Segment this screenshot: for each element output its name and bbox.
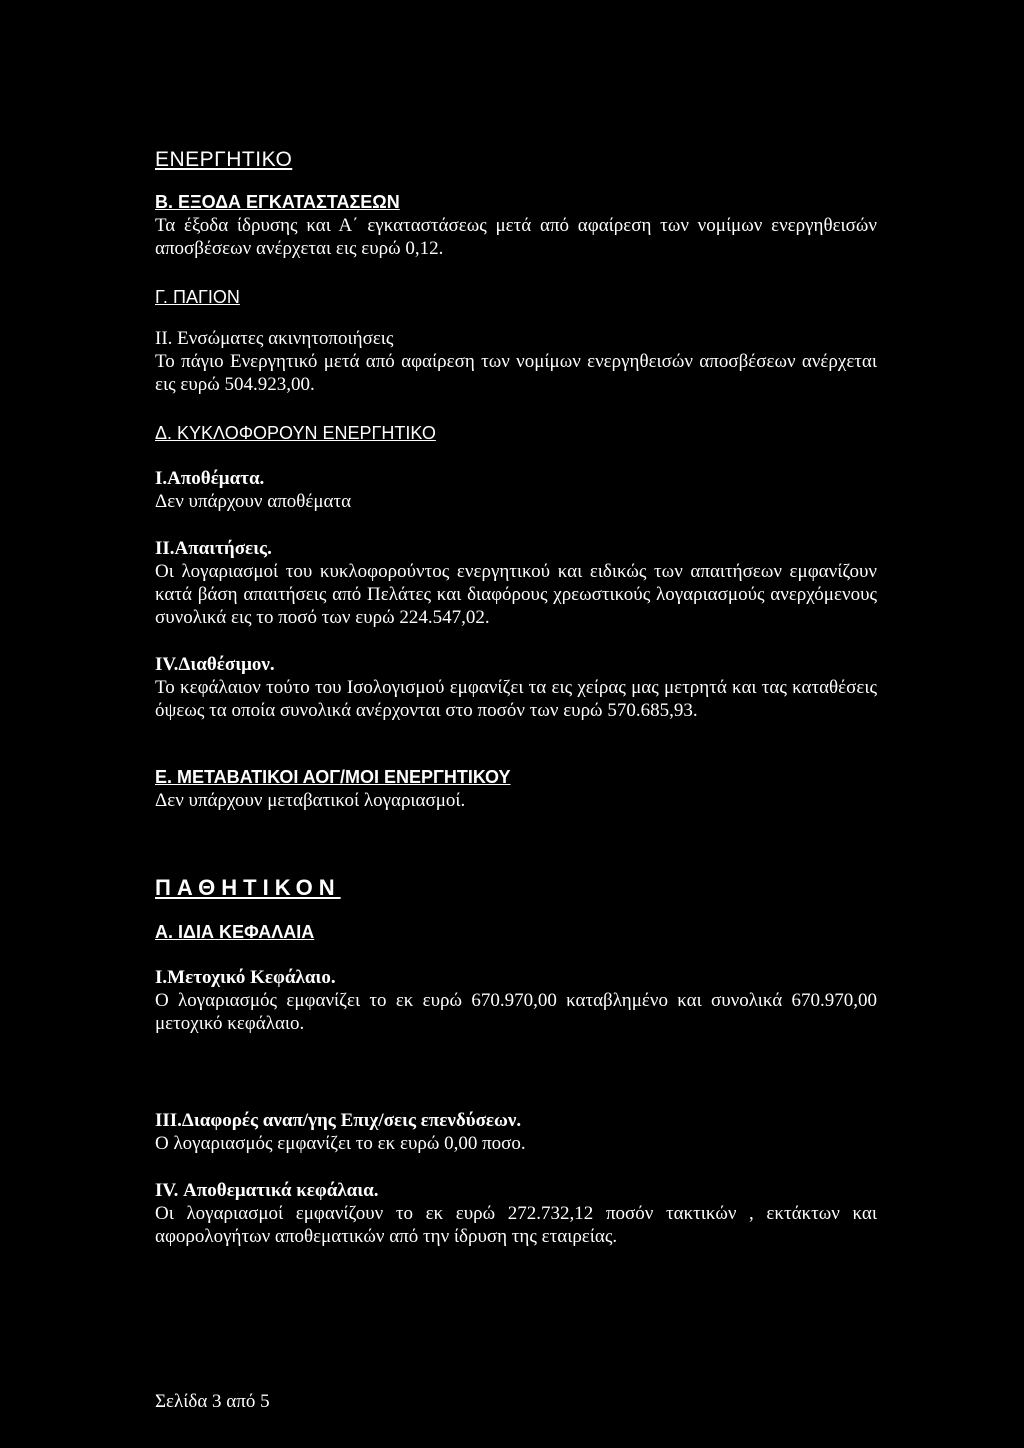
heading-a-iv: IV. Αποθεματικά κεφάλαια. <box>155 1180 379 1201</box>
heading-g: Γ. ΠΑΓΙΟΝ <box>155 287 240 307</box>
heading-e: Ε. ΜΕΤΑΒΑΤΙΚΟΙ ΑΟΓ/ΜΟΙ ΕΝΕΡΓΗΤΙΚΟΥ <box>155 767 511 787</box>
text-a-i: Ο λογαριασμός εμφανίζει το εκ ευρώ 670.970,00 καταβλημένο και συνολικά 670.970,00 μετοχικό κεφάλαιο. <box>155 990 877 1034</box>
heading-d-ii: ΙΙ.Απαιτήσεις. <box>155 538 272 559</box>
text-g: Το πάγιο Ενεργητικό μετά από αφαίρεση των νομίμων ενεργηθεισών αποσβέσεων ανέρχεται εις ευρώ 504.923,00. <box>155 351 877 395</box>
document-page <box>155 148 877 1248</box>
text-a-iii: Ο λογαριασμός εμφανίζει το εκ ευρώ 0,00 ποσο. <box>155 1133 526 1154</box>
heading-a-i: Ι.Μετοχικό Κεφάλαιο. <box>155 967 336 988</box>
heading-d-i: Ι.Αποθέματα. <box>155 468 265 489</box>
section-title-energitiko: ΕΝΕΡΓΗΤΙΚΟ <box>155 148 293 171</box>
heading-a: Α. ΙΔΙΑ ΚΕΦΑΛΑΙΑ <box>155 922 315 942</box>
subheading-g: ΙΙ. Ενσώματες ακινητοποιήσεις <box>155 328 394 349</box>
page-number: Σελίδα 3 από 5 <box>155 1391 270 1412</box>
text-b: Τα έξοδα ίδρυσης και Α΄ εγκαταστάσεως μετά από αφαίρεση των νομίμων ενεργηθεισών αποσβέσεων ανέρχεται εις ευρώ 0,12. <box>155 215 877 259</box>
text-d-iv: Το κεφάλαιον τούτο του Ισολογισμού εμφανίζει τα εις χείρας μας μετρητά και τας καταθέσεις όψεως τα οποία συνολικά ανέρχονται στο ποσόν των ευρώ 570.685,93. <box>155 677 877 721</box>
heading-d: Δ. ΚΥΚΛΟΦΟΡΟΥΝ ΕΝΕΡΓΗΤΙΚΟ <box>155 423 436 443</box>
text-a-iv: Οι λογαριασμοί εμφανίζουν το εκ ευρώ 272.732,12 ποσόν τακτικών , εκτάκτων και αφορολογήτων αποθεματικών από την ίδρυση της εταιρείας. <box>155 1203 877 1247</box>
text-e: Δεν υπάρχουν μεταβατικοί λογαριασμοί. <box>155 790 466 811</box>
text-d-ii: Οι λογαριασμοί του κυκλοφορούντος ενεργητικού και ειδικώς των απαιτήσεων εμφανίζουν κατά βάση απαιτήσεις από Πελάτες και διαφόρους χρεωστικούς λογαριασμούς ανερχόμενους συνολικά εις το ποσό των ευρώ 224.547,02. <box>155 561 877 628</box>
heading-a-iii: ΙΙΙ.Διαφορές αναπ/γης Επιχ/σεις επενδύσεων. <box>155 1110 522 1131</box>
section-title-pathitiko: ΠΑΘΗΤΙΚΟΝ <box>155 875 341 900</box>
heading-d-iv: IV.Διαθέσιμον. <box>155 654 275 675</box>
heading-b: Β. ΕΞΟΔΑ ΕΓΚΑΤΑΣΤΑΣΕΩΝ <box>155 192 400 212</box>
text-d-i: Δεν υπάρχουν αποθέματα <box>155 491 352 512</box>
